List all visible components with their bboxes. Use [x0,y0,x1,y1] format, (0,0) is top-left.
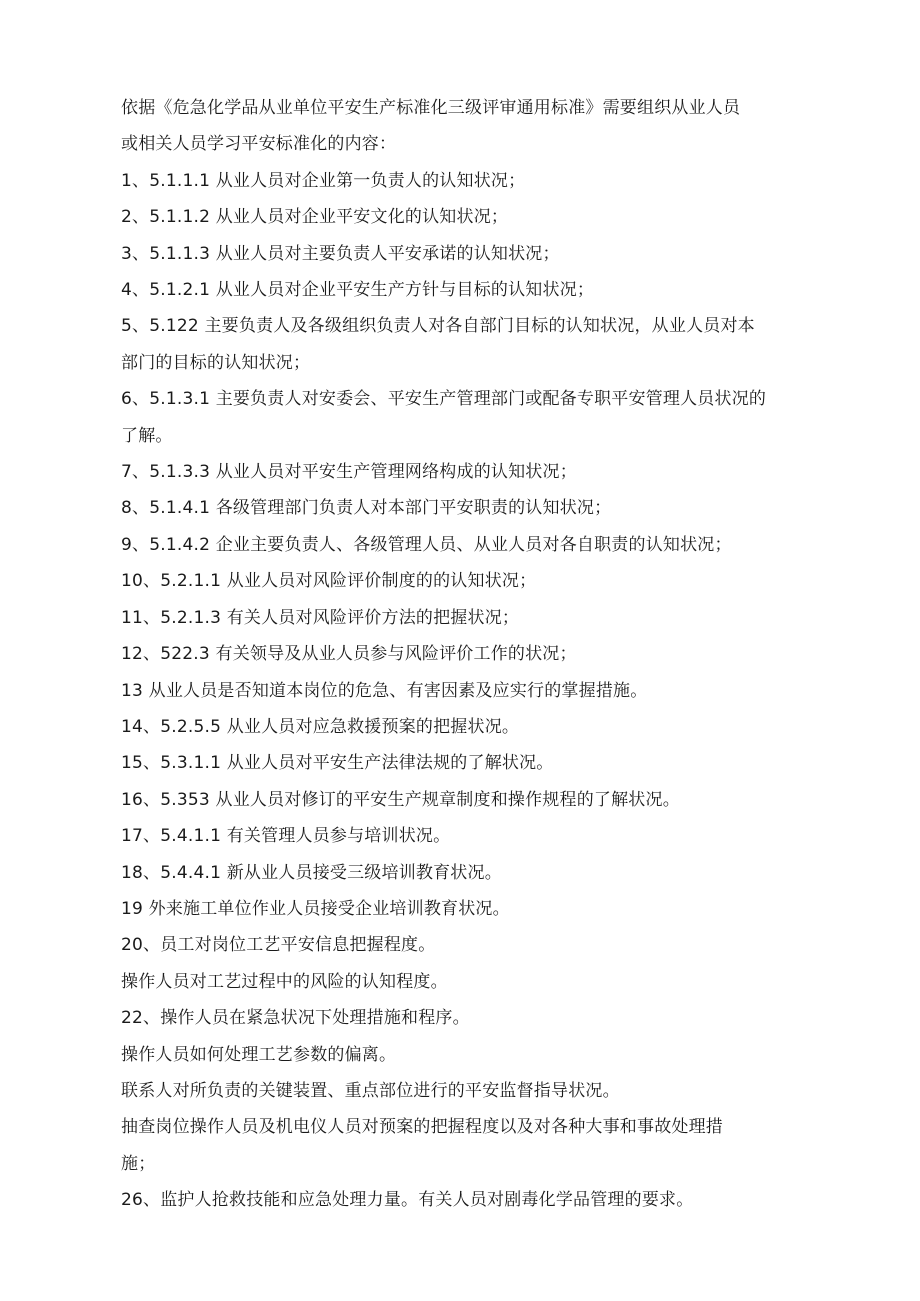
list-item-12: 12、522.3 有关领导及从业人员参与风险评价工作的状况； [121,644,577,665]
list-item-5-continuation: 部门的目标的认知状况； [121,352,311,373]
list-item-25: 抽查岗位操作人员及机电仪人员对预案的把握程度以及对各种大事和事故处理措 [121,1117,723,1138]
list-item-11: 11、5.2.1.3 有关人员对风险评价方法的把握状况； [121,607,520,628]
list-item-16: 16、5.353 从业人员对修订的平安生产规章制度和操作规程的了解状况。 [121,789,680,810]
intro-line-2: 或相关人员学习平安标准化的内容： [121,134,397,155]
list-item-4: 4、5.1.2.1 从业人员对企业平安生产方针与目标的认知状况； [121,280,595,301]
list-item-8: 8、5.1.4.1 各级管理部门负责人对本部门平安职责的认知状况； [121,498,612,519]
list-item-26: 26、监护人抢救技能和应急处理力量。有关人员对剧毒化学品管理的要求。 [121,1190,694,1211]
list-item-15: 15、5.3.1.1 从业人员对平安生产法律法规的了解状况。 [121,753,554,774]
list-item-18: 18、5.4.4.1 新从业人员接受三级培训教育状况。 [121,862,502,883]
list-item-24: 联系人对所负责的关键装置、重点部位进行的平安监督指导状况。 [121,1080,620,1101]
intro-line-1: 依据《危急化学品从业单位平安生产标准化三级评审通用标准》需要组织从业人员 [121,98,741,118]
list-item-20: 20、员工对岗位工艺平安信息把握程度。 [121,935,436,956]
list-item-6: 6、5.1.3.1 主要负责人对安委会、平安生产管理部门或配备专职平安管理人员状况的 [121,389,767,410]
list-item-17: 17、5.4.1.1 有关管理人员参与培训状况。 [121,826,451,847]
list-item-10: 10、5.2.1.1 从业人员对风险评价制度的的认知状况； [121,571,537,592]
list-item-21: 操作人员对工艺过程中的风险的认知程度。 [121,971,448,992]
list-item-19: 19 外来施工单位作业人员接受企业培训教育状况。 [121,898,510,919]
list-item-23: 操作人员如何处理工艺参数的偏离。 [121,1044,397,1065]
list-item-3: 3、5.1.1.3 从业人员对主要负责人平安承诺的认知状况； [121,243,560,264]
list-item-9: 9、5.1.4.2 企业主要负责人、各级管理人员、从业人员对各自职责的认知状况； [121,534,732,555]
list-item-13: 13 从业人员是否知道本岗位的危急、有害因素及应实行的掌握措施。 [121,680,648,701]
list-item-6-continuation: 了解。 [121,425,173,446]
list-item-25-continuation: 施； [121,1153,156,1174]
list-item-14: 14、5.2.5.5 从业人员对应急救援预案的把握状况。 [121,716,520,737]
list-item-1: 1、5.1.1.1 从业人员对企业第一负责人的认知状况； [121,170,526,191]
document-body [121,90,801,1219]
list-item-2: 2、5.1.1.2 从业人员对企业平安文化的认知状况； [121,207,509,228]
list-item-22: 22、操作人员在紧急状况下处理措施和程序。 [121,1008,470,1029]
list-item-7: 7、5.1.3.3 从业人员对平安生产管理网络构成的认知状况； [121,462,577,483]
list-item-5: 5、5.122 主要负责人及各级组织负责人对各自部门目标的认知状况，从业人员对本 [121,316,755,337]
